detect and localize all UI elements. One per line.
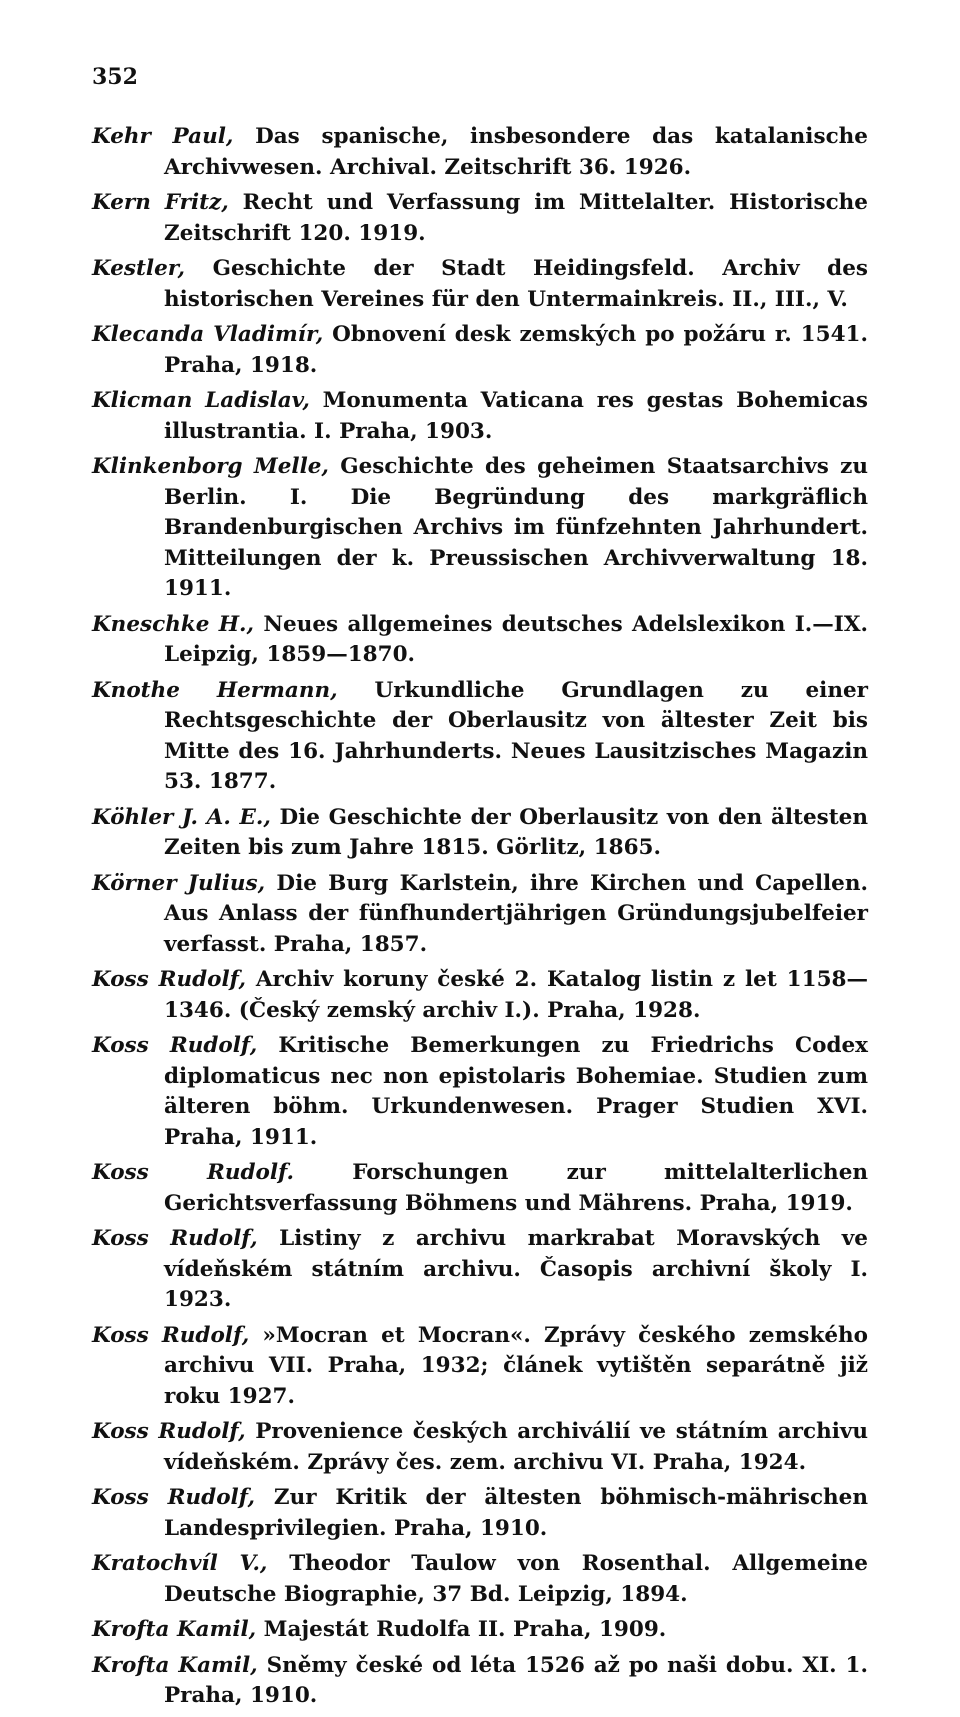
- entry-text: »Mocran et Mocran«. Zprávy českého zemského archivu VII. Praha, 1932; článek vytištěn separátně již roku 1927.: [164, 1322, 868, 1409]
- entry-text: Recht und Verfassung im Mittelalter. Historische Zeitschrift 120. 1919.: [164, 190, 868, 246]
- entry-author: Krofta Kamil,: [92, 1652, 258, 1678]
- bibliography-list: [92, 122, 868, 1717]
- bibliography-entry: [92, 122, 868, 183]
- entry-text: Neues allgemeines deutsches Adelslexikon I.—IX. Leipzig, 1859—1870.: [164, 611, 868, 667]
- entry-author: Koss Rudolf,: [92, 1322, 250, 1348]
- entry-author: Klecanda Vladimír,: [92, 322, 324, 347]
- entry-text: Listiny z archivu markrabat Moravských ve vídeňském státním archivu. Časopis archivní školy I. 1923.: [164, 1226, 868, 1312]
- bibliography-entry: [92, 1549, 868, 1610]
- bibliography-entry: [92, 1031, 868, 1153]
- entry-text: Geschichte der Stadt Heidingsfeld. Archiv des historischen Vereines für den Untermainkreis. II., III., V.: [164, 256, 868, 312]
- bibliography-entry: [92, 1651, 868, 1712]
- entry-author: Kratochvíl V.,: [92, 1551, 268, 1576]
- entry-text: Forschungen zur mittelalterlichen Gerichtsverfassung Böhmens und Mährens. Praha, 1919.: [164, 1160, 868, 1216]
- entry-text: Monumenta Vaticana res gestas Bohemicas illustrantia. I. Praha, 1903.: [164, 388, 868, 444]
- entry-text: Obnovení desk zemských po požáru r. 1541. Praha, 1918.: [164, 322, 868, 378]
- bibliography-entry: [92, 1224, 868, 1316]
- entry-text: Theodor Taulow von Rosenthal. Allgemeine Deutsche Biographie, 37 Bd. Leipzig, 1894.: [164, 1551, 868, 1607]
- bibliography-entry: [92, 610, 868, 671]
- entry-author: Klinkenborg Melle,: [92, 454, 329, 479]
- entry-text: Geschichte des geheimen Staatsarchivs zu Berlin. I. Die Begründung des markgräflich Brandenburgischen Archivs im fünfzehnten Jahrhundert. Mitteilungen der k. Preussischen Archivverwaltung 18. 1911.: [164, 454, 868, 601]
- entry-author: Koss Rudolf,: [92, 967, 246, 992]
- entry-author: Kneschke H.,: [92, 611, 255, 637]
- entry-text: Provenience českých archiválií ve státním archivu vídeňském. Zprávy čes. zem. archivu VI. Praha, 1924.: [164, 1419, 868, 1475]
- entry-author: Köhler J. A. E.,: [92, 804, 271, 830]
- bibliography-entry: [92, 188, 868, 249]
- bibliography-entry: [92, 1417, 868, 1478]
- entry-author: Koss Rudolf.: [92, 1160, 294, 1185]
- bibliography-entry: [92, 386, 868, 447]
- entry-text: Kritische Bemerkungen zu Friedrichs Codex diplomaticus nec non epistolaris Bohemiae. Studien zum älteren böhm. Urkundenwesen. Prager Studien XVI. Praha, 1911.: [164, 1033, 868, 1150]
- entry-author: Krofta Kamil,: [92, 1617, 257, 1642]
- entry-author: Kern Fritz,: [92, 190, 229, 215]
- entry-text: Archiv koruny české 2. Katalog listin z let 1158—1346. (Český zemský archiv I.). Praha, 1928.: [164, 967, 868, 1023]
- bibliography-entry: [92, 676, 868, 798]
- entry-text: Die Burg Karlstein, ihre Kirchen und Capellen. Aus Anlass der fünfhundertjährigen Gründungsjubelfeier verfasst. Praha, 1857.: [164, 870, 868, 957]
- entry-text: Zur Kritik der ältesten böhmisch-mährischen Landesprivilegien. Praha, 1910.: [164, 1485, 868, 1541]
- entry-author: Koss Rudolf,: [92, 1033, 258, 1058]
- entry-author: Kestler,: [92, 256, 186, 281]
- bibliography-entry: [92, 965, 868, 1026]
- entry-text: Das spanische, insbesondere das katalanische Archivwesen. Archival. Zeitschrift 36. 1926.: [164, 124, 868, 180]
- bibliography-entry: [92, 1158, 868, 1219]
- entry-author: Koss Rudolf,: [92, 1419, 246, 1444]
- bibliography-entry: [92, 452, 868, 605]
- page-number: 352: [92, 64, 138, 90]
- bibliography-entry: [92, 1483, 868, 1544]
- entry-text: Urkundliche Grundlagen zu einer Rechtsgeschichte der Oberlausitz von ältester Zeit bis Mitte des 16. Jahrhunderts. Neues Lausitzisches Magazin 53. 1877.: [164, 677, 868, 794]
- entry-text: Sněmy české od léta 1526 až po naši dobu. XI. 1. Praha, 1910.: [164, 1652, 868, 1708]
- bibliography-entry: [92, 320, 868, 381]
- bibliography-entry: [92, 1321, 868, 1413]
- entry-author: Klicman Ladislav,: [92, 388, 310, 413]
- entry-text: Die Geschichte der Oberlausitz von den ältesten Zeiten bis zum Jahre 1815. Görlitz, 1865.: [164, 804, 868, 860]
- entry-author: Koss Rudolf,: [92, 1485, 255, 1510]
- entry-author: Kehr Paul,: [92, 124, 234, 149]
- entry-text: Majestát Rudolfa II. Praha, 1909.: [263, 1617, 667, 1642]
- bibliography-entry: [92, 1615, 868, 1646]
- bibliography-entry: [92, 803, 868, 864]
- entry-author: Körner Julius,: [92, 870, 266, 896]
- bibliography-entry: [92, 254, 868, 315]
- entry-author: Knothe Hermann,: [92, 677, 338, 703]
- entry-author: Koss Rudolf,: [92, 1226, 258, 1251]
- bibliography-entry: [92, 869, 868, 961]
